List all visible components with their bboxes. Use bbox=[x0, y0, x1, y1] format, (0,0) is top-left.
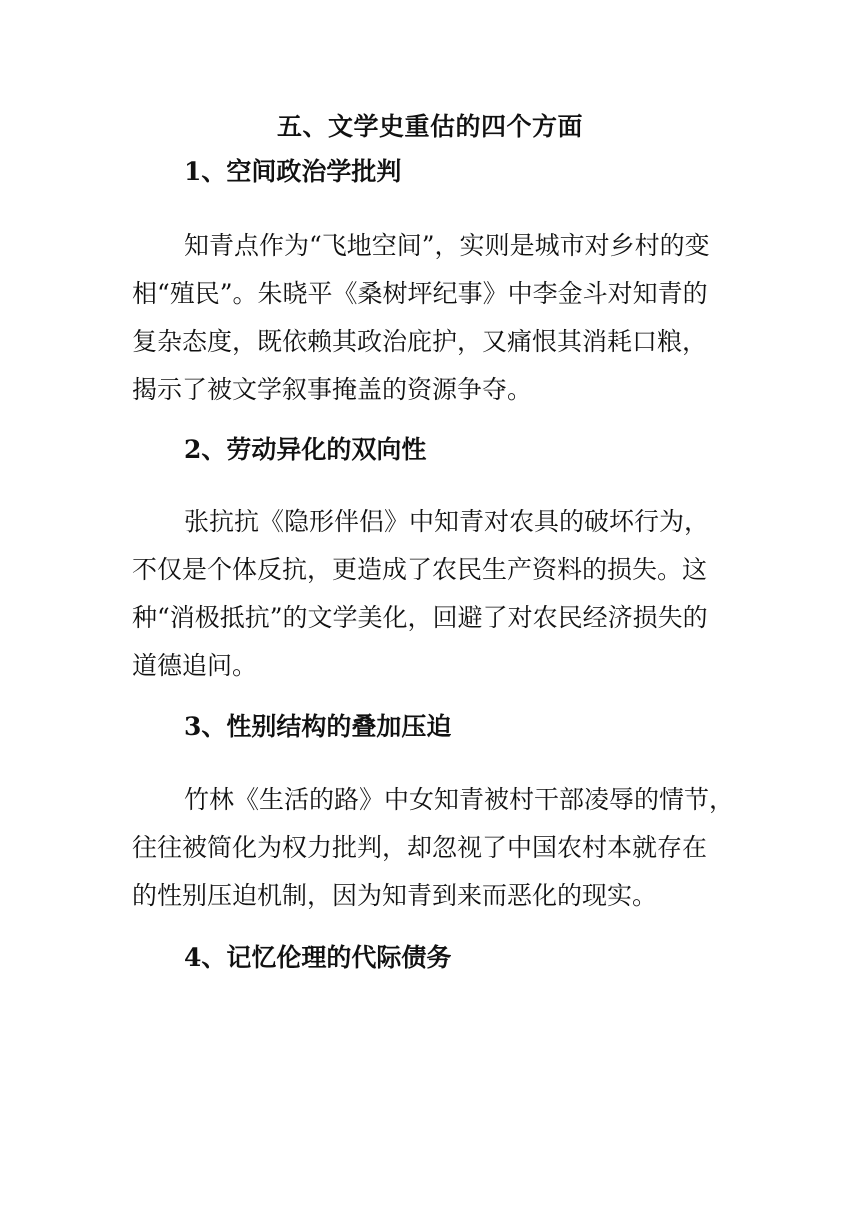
section-heading-1: 1、空间政治学批判 bbox=[184, 157, 402, 186]
paragraph-line: 知青点作为“飞地空间”，实则是城市对乡村的变 bbox=[184, 231, 710, 260]
paragraph-line: 道德追问。 bbox=[132, 651, 258, 680]
section-heading-2: 2、劳动异化的双向性 bbox=[184, 435, 427, 464]
page-title: 五、文学史重估的四个方面 bbox=[276, 112, 583, 141]
paragraph-line: 张抗抗《隐形伴侣》中知青对农具的破坏行为， bbox=[184, 507, 710, 536]
section-paragraph-3 bbox=[132, 776, 735, 920]
paragraph-line: 相“殖民”。朱晓平《桑树坪纪事》中李金斗对知青的 bbox=[132, 279, 708, 308]
paragraph-line: 往往被简化为权力批判，却忽视了中国农村本就存在 bbox=[132, 833, 708, 862]
paragraph-line: 不仅是个体反抗，更造成了农民生产资料的损失。这 bbox=[132, 555, 708, 584]
paragraph-line: 种“消极抵抗”的文学美化，回避了对农民经济损失的 bbox=[132, 603, 708, 632]
paragraph-line: 复杂态度，既依赖其政治庇护，又痛恨其消耗口粮， bbox=[132, 327, 708, 356]
section-paragraph-1 bbox=[132, 222, 732, 414]
paragraph-line: 的性别压迫机制，因为知青到来而恶化的现实。 bbox=[132, 881, 658, 910]
paragraph-line: 竹林《生活的路》中女知青被村干部凌辱的情节， bbox=[184, 785, 735, 814]
section-paragraph-2 bbox=[132, 498, 732, 690]
section-heading-4: 4、记忆伦理的代际债务 bbox=[184, 943, 452, 972]
paragraph-line: 揭示了被文学叙事掩盖的资源争夺。 bbox=[132, 375, 533, 404]
section-heading-3: 3、性别结构的叠加压迫 bbox=[184, 712, 452, 741]
